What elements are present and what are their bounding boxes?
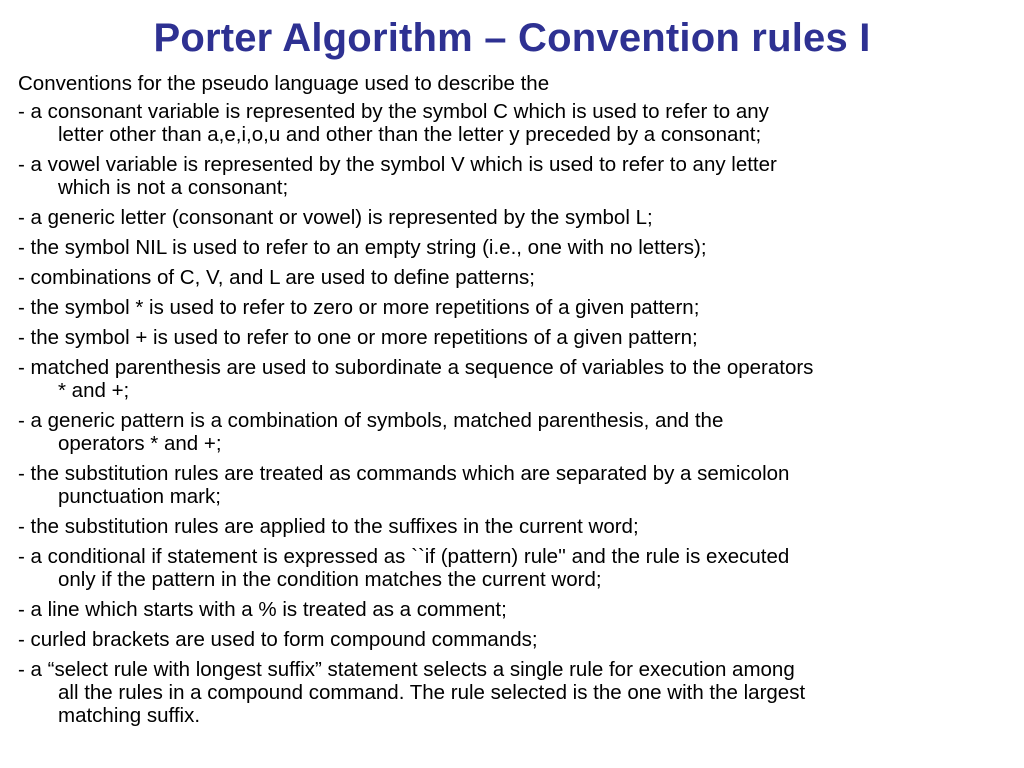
rule-item — [18, 628, 1018, 651]
rule-line: operators * and +; — [58, 432, 222, 455]
rule-item — [18, 515, 1018, 538]
rule-item — [18, 153, 1018, 199]
rule-item — [18, 658, 1018, 727]
rule-item — [18, 206, 1018, 229]
rule-line: - a generic letter (consonant or vowel) is represented by the symbol L; — [18, 206, 653, 229]
rule-item — [18, 296, 1018, 319]
rule-line: matching suffix. — [58, 704, 201, 727]
rule-line: - the symbol NIL is used to refer to an empty string (i.e., one with no letters); — [18, 236, 707, 259]
rule-line: which is not a consonant; — [58, 176, 289, 199]
rule-line: - a “select rule with longest suffix” statement selects a single rule for execution among — [18, 658, 795, 681]
rule-line: punctuation mark; — [58, 485, 221, 508]
rule-line: - a consonant variable is represented by the symbol C which is used to refer to any — [18, 100, 769, 123]
rule-item — [18, 236, 1018, 259]
rule-line: - a conditional if statement is expressed as ``if (pattern) rule'' and the rule is executed — [18, 545, 790, 568]
rule-line: - combinations of C, V, and L are used to define patterns; — [18, 266, 535, 289]
rule-line: - a line which starts with a % is treated as a comment; — [18, 598, 507, 621]
rule-item — [18, 462, 1018, 508]
rule-item — [18, 356, 1018, 402]
rule-item — [18, 100, 1018, 146]
rule-line: all the rules in a compound command. The rule selected is the one with the largest — [58, 681, 806, 704]
rule-line: - matched parenthesis are used to subordinate a sequence of variables to the operators — [18, 356, 814, 379]
rule-item — [18, 326, 1018, 349]
rule-line: - a vowel variable is represented by the symbol V which is used to refer to any letter — [18, 153, 777, 176]
rule-line: only if the pattern in the condition matches the current word; — [58, 568, 602, 591]
rule-line: - the substitution rules are treated as commands which are separated by a semicolon — [18, 462, 790, 485]
rule-item — [18, 545, 1018, 591]
rule-item — [18, 409, 1018, 455]
rule-line: letter other than a,e,i,o,u and other than the letter y preceded by a consonant; — [58, 123, 762, 146]
rule-line: - the substitution rules are applied to the suffixes in the current word; — [18, 515, 639, 538]
rule-line: - the symbol * is used to refer to zero or more repetitions of a given pattern; — [18, 296, 700, 319]
intro-text: Conventions for the pseudo language used to describe the — [18, 72, 550, 95]
rule-item — [18, 266, 1018, 289]
rule-line: - a generic pattern is a combination of symbols, matched parenthesis, and the — [18, 409, 724, 432]
rule-line: * and +; — [58, 379, 130, 402]
rule-line: - the symbol + is used to refer to one or more repetitions of a given pattern; — [18, 326, 698, 349]
rule-line: - curled brackets are used to form compound commands; — [18, 628, 538, 651]
slide-title: Porter Algorithm – Convention rules I — [153, 16, 871, 60]
slide-body — [18, 72, 1018, 734]
rule-item — [18, 598, 1018, 621]
